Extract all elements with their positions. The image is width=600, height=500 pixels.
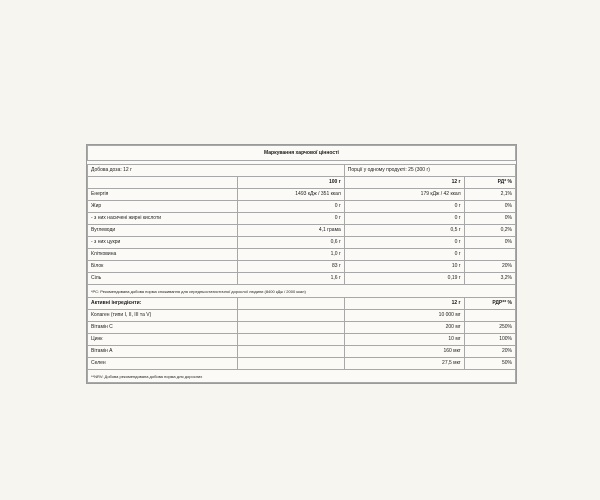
- table-row: [88, 249, 516, 261]
- header-cell: 12 г: [344, 298, 464, 310]
- row-value: 0 г: [237, 201, 344, 213]
- row-label: Вітамін С: [88, 322, 238, 334]
- row-value: 20%: [464, 261, 515, 273]
- table-row: [88, 334, 516, 346]
- title-row: [88, 146, 516, 161]
- row-value: 27,5 мкг: [344, 358, 464, 370]
- dose-row: [88, 165, 516, 177]
- table-row: [88, 225, 516, 237]
- row-label: Сіль: [88, 273, 238, 285]
- row-value: 10 мг: [344, 334, 464, 346]
- header-cell: РД* %: [464, 177, 515, 189]
- row-value: 250%: [464, 322, 515, 334]
- nutrition-header-row: [88, 177, 516, 189]
- row-value: 0 г: [344, 237, 464, 249]
- row-value: 0,2%: [464, 225, 515, 237]
- header-cell: 100 г: [237, 177, 344, 189]
- row-value: 10 г: [344, 261, 464, 273]
- footnote-row: [88, 370, 516, 383]
- row-value: 0,19 г: [344, 273, 464, 285]
- row-value: 0 г: [344, 201, 464, 213]
- servings: Порції у одному продукті: 25 (300 г): [344, 165, 515, 177]
- row-value: 0%: [464, 237, 515, 249]
- row-value: 50%: [464, 358, 515, 370]
- row-label: Колаген (типи I, II, III та V): [88, 310, 238, 322]
- row-label: Жир: [88, 201, 238, 213]
- row-value: 0,5 г: [344, 225, 464, 237]
- table-row: [88, 322, 516, 334]
- row-value: 3,2%: [464, 273, 515, 285]
- row-label: Вуглеводи: [88, 225, 238, 237]
- footnote-row: [88, 285, 516, 298]
- row-value: 0%: [464, 201, 515, 213]
- table-row: [88, 358, 516, 370]
- row-label: Вітамін А: [88, 346, 238, 358]
- row-value: 160 мкг: [344, 346, 464, 358]
- nutrition-panel: [86, 144, 517, 384]
- row-label: - з них насичені жирні кислоти: [88, 213, 238, 225]
- table-row: [88, 273, 516, 285]
- row-label: Цинк: [88, 334, 238, 346]
- row-value: 2,1%: [464, 189, 515, 201]
- row-value: 0 г: [237, 213, 344, 225]
- table-row: [88, 201, 516, 213]
- row-value: 1,0 г: [237, 249, 344, 261]
- header-cell: Активні інгредієнти:: [88, 298, 238, 310]
- table-row: [88, 237, 516, 249]
- row-value: 0%: [464, 213, 515, 225]
- row-value: [237, 346, 344, 358]
- row-value: 100%: [464, 334, 515, 346]
- row-value: 200 мг: [344, 322, 464, 334]
- row-label: Клітковина: [88, 249, 238, 261]
- row-value: 1,6 г: [237, 273, 344, 285]
- daily-dose: Добова доза: 12 г: [88, 165, 345, 177]
- ingredients-footnote: **NRV: Добова рекомендована добова норма для дорослих: [88, 370, 516, 383]
- table-row: [88, 346, 516, 358]
- row-label: Енергія: [88, 189, 238, 201]
- ingredients-header-row: [88, 298, 516, 310]
- row-value: [464, 249, 515, 261]
- nutrition-table: [88, 146, 516, 383]
- row-label: Білок: [88, 261, 238, 273]
- header-cell: [88, 177, 238, 189]
- table-row: [88, 189, 516, 201]
- table-row: [88, 310, 516, 322]
- row-value: 4,1 грама: [237, 225, 344, 237]
- row-label: - з них цукри: [88, 237, 238, 249]
- nutrition-footnote: *РС: Рекомендована добова норма споживання для середньостатистичної дорослої людини (8400 кДж / 2000 ккал): [88, 285, 516, 298]
- row-value: [237, 358, 344, 370]
- table-title: Маркування харчової цінності: [88, 146, 516, 161]
- row-value: 179 кДж / 42 ккал: [344, 189, 464, 201]
- row-value: [237, 322, 344, 334]
- row-value: 20%: [464, 346, 515, 358]
- row-value: [237, 310, 344, 322]
- header-cell: 12 г: [344, 177, 464, 189]
- row-value: [237, 334, 344, 346]
- row-value: 0 г: [344, 249, 464, 261]
- row-value: [464, 310, 515, 322]
- table-row: [88, 261, 516, 273]
- table-row: [88, 213, 516, 225]
- header-cell: [237, 298, 344, 310]
- row-label: Селен: [88, 358, 238, 370]
- row-value: 83 г: [237, 261, 344, 273]
- row-value: 1493 кДж / 351 ккал: [237, 189, 344, 201]
- row-value: 0,6 г: [237, 237, 344, 249]
- row-value: 10 000 мг: [344, 310, 464, 322]
- header-cell: РДР** %: [464, 298, 515, 310]
- row-value: 0 г: [344, 213, 464, 225]
